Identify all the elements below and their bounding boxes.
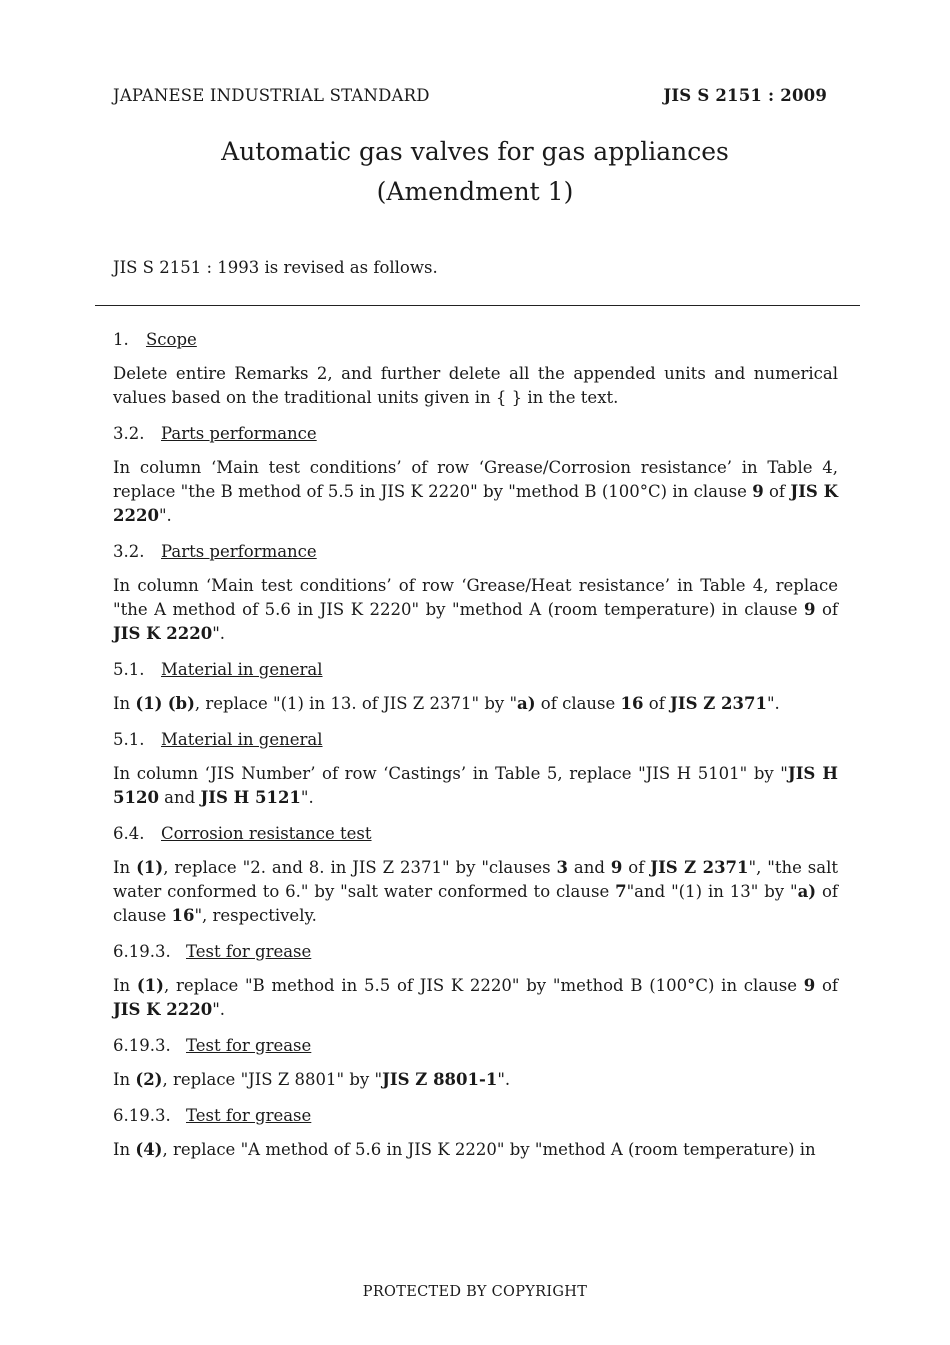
section-subject: Parts performance xyxy=(161,542,317,561)
section-body: In (1), replace "2. and 8. in JIS Z 2371" by "clauses 3 and 9 of JIS Z 2371", "the salt water conformed to 6." by "salt water conformed to clause 7"and "(1) in 13" by "a) of clause 16", respectively. xyxy=(113,858,839,925)
section-body: In (1), replace "B method in 5.5 of JIS K 2220" by "method B (100°C) in clause 9 of JIS K 2220". xyxy=(113,976,838,1019)
title-line-1: Automatic gas valves for gas appliances xyxy=(221,137,729,166)
amendment-item-material-general-1 xyxy=(113,658,838,716)
intro-text: JIS S 2151 : 1993 is revised as follows. xyxy=(113,258,438,277)
section-subject: Material in general xyxy=(161,730,323,749)
section-subject: Parts performance xyxy=(161,424,317,443)
section-body: In column ‘Main test conditions’ of row ‘Grease/Heat resistance’ in Table 4, replace "the A method of 5.6 in JIS K 2220" by "method A (room temperature) in clause 9 of JIS K 2220". xyxy=(113,576,838,643)
amendment-item-grease-test-1 xyxy=(113,940,838,1022)
header-organization: JAPANESE INDUSTRIAL STANDARD xyxy=(113,86,430,105)
horizontal-rule xyxy=(95,305,860,306)
section-heading xyxy=(113,1104,838,1128)
section-body: In (2), replace "JIS Z 8801" by "JIS Z 8801-1". xyxy=(113,1070,511,1089)
section-body: In (1) (b), replace "(1) in 13. of JIS Z 2371" by "a) of clause 16 of JIS Z 2371". xyxy=(113,694,780,713)
section-number: 3.2. xyxy=(113,424,145,443)
section-number: 6.19.3. xyxy=(113,1106,171,1125)
section-number: 6.19.3. xyxy=(113,1036,171,1055)
section-number: 5.1. xyxy=(113,660,145,679)
section-subject: Test for grease xyxy=(186,1036,312,1055)
copyright-footer: PROTECTED BY COPYRIGHT xyxy=(362,1284,588,1300)
section-heading xyxy=(113,728,838,752)
section-body: In column ‘JIS Number’ of row ‘Castings’ in Table 5, replace "JIS H 5101" by "JIS H 5120 and JIS H 5121". xyxy=(113,764,838,807)
section-heading xyxy=(113,658,838,682)
section-subject: Test for grease xyxy=(186,1106,312,1125)
section-number: 1. xyxy=(113,330,129,349)
section-number: 5.1. xyxy=(113,730,145,749)
amendment-item-scope xyxy=(113,328,838,410)
amendment-list xyxy=(113,328,838,1174)
section-heading xyxy=(113,540,838,564)
document-title xyxy=(0,132,950,212)
section-heading xyxy=(113,1034,838,1058)
section-subject: Corrosion resistance test xyxy=(161,824,372,843)
running-header xyxy=(113,86,827,105)
amendment-item-parts-performance-corrosion xyxy=(113,422,838,528)
amendment-item-grease-test-3 xyxy=(113,1104,838,1162)
section-subject: Scope xyxy=(146,330,197,349)
header-standard-number: JIS S 2151 : 2009 xyxy=(663,86,827,105)
amendment-item-material-general-2 xyxy=(113,728,838,810)
section-body: In (4), replace "A method of 5.6 in JIS K 2220" by "method A (room temperature) in xyxy=(113,1140,816,1159)
section-body: In column ‘Main test conditions’ of row ‘Grease/Corrosion resistance’ in Table 4, replace "the B method of 5.5 in JIS K 2220" by "method B (100°C) in clause 9 of JIS K 2220". xyxy=(113,458,839,525)
section-number: 6.19.3. xyxy=(113,942,171,961)
section-heading xyxy=(113,422,838,446)
section-number: 6.4. xyxy=(113,824,145,843)
section-body: Delete entire Remarks 2, and further delete all the appended units and numerical values based on the traditional units given in { } in the text. xyxy=(113,364,838,407)
amendment-item-parts-performance-heat xyxy=(113,540,838,646)
section-subject: Material in general xyxy=(161,660,323,679)
section-heading xyxy=(113,328,838,352)
title-line-2: (Amendment 1) xyxy=(376,177,574,206)
section-subject: Test for grease xyxy=(186,942,312,961)
section-heading xyxy=(113,940,838,964)
amendment-item-corrosion-test xyxy=(113,822,838,928)
amendment-item-grease-test-2 xyxy=(113,1034,838,1092)
section-number: 3.2. xyxy=(113,542,145,561)
section-heading xyxy=(113,822,838,846)
